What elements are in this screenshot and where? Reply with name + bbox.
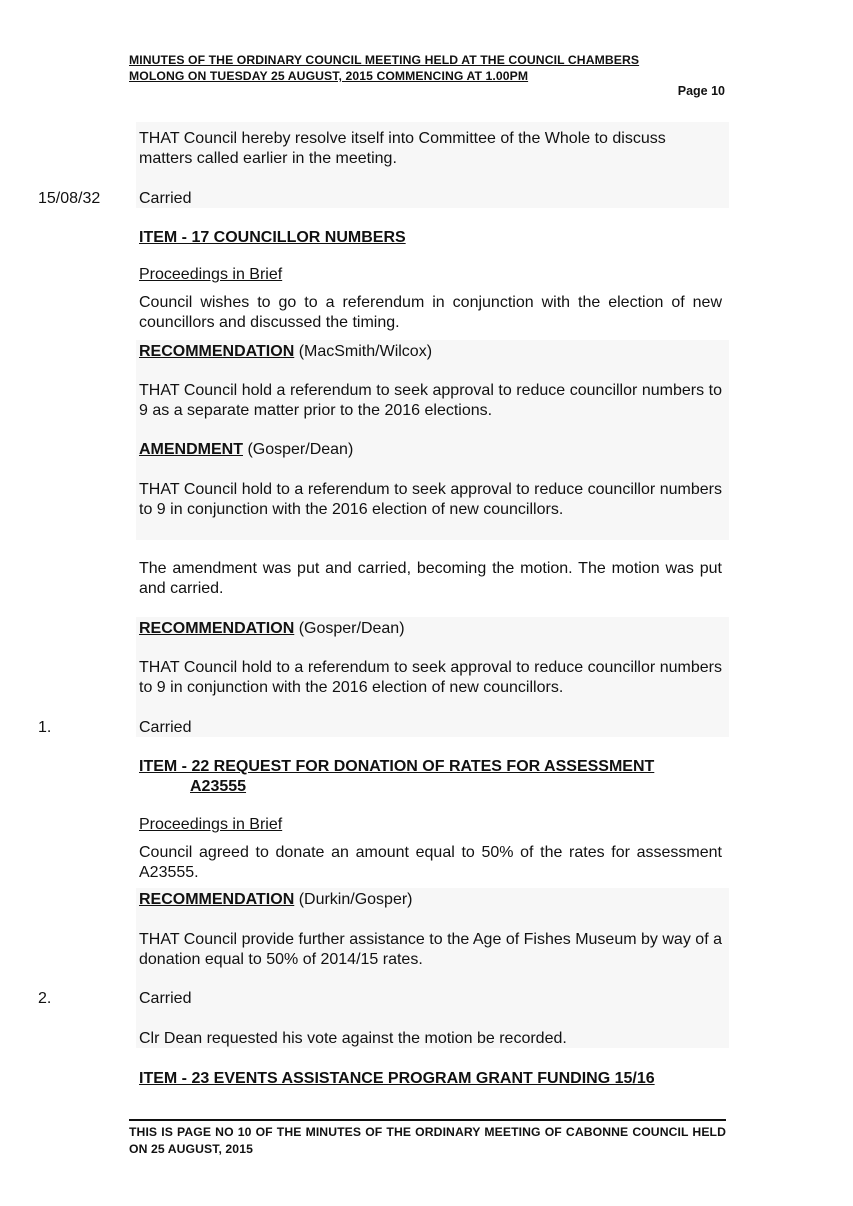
item22-proceedings-text: Council agreed to donate an amount equal to 50% of the rates for assessment A23555. [139, 844, 722, 881]
item17-recommendation [139, 342, 722, 362]
item17-carried-label: Carried [139, 719, 192, 736]
recommendation-movers: (Gosper/Dean) [294, 620, 405, 637]
footer-text: THIS IS PAGE NO 10 OF THE MINUTES OF THE ORDINARY MEETING OF CABONNE COUNCIL HELD ON 25 AUGUST, 2015 [129, 1125, 726, 1156]
header-title-line-1: MINUTES OF THE ORDINARY COUNCIL MEETING HELD AT THE COUNCIL CHAMBERS [129, 53, 640, 67]
committee-resolution-text: THAT Council hereby resolve itself into Committee of the Whole to discuss matters called earlier in the meeting. [139, 130, 666, 167]
footer-divider [129, 1119, 726, 1121]
resolution-number: 15/08/32 [38, 190, 101, 207]
recommendation-label: RECOMMENDATION [139, 343, 295, 360]
carried-label: Carried [139, 190, 192, 207]
item17-recommendation-text: THAT Council hold a referendum to seek approval to reduce councillor numbers to 9 as a separate matter prior to the 2016 elections. [139, 382, 722, 419]
item17-recommendation-2-text: THAT Council hold to a referendum to seek approval to reduce councillor numbers to 9 in conjunction with the 2016 election of new councillors. [139, 659, 722, 696]
item22-proceedings-label: Proceedings in Brief [139, 816, 283, 833]
header-title-line-2: MOLONG ON TUESDAY 25 AUGUST, 2015 COMMENCING AT 1.00PM [129, 69, 529, 83]
item22-recommendation-text: THAT Council provide further assistance to the Age of Fishes Museum by way of a donation equal to 50% of 2014/15 rates. [139, 931, 722, 968]
item17-amendment [139, 440, 722, 460]
item17-recommendation-2 [139, 619, 722, 639]
recommendation-label: RECOMMENDATION [139, 620, 295, 637]
item17-note: The amendment was put and carried, becoming the motion. The motion was put and carried. [139, 560, 722, 597]
item17-proceedings-text: Council wishes to go to a referendum in conjunction with the election of new councillors and discussed the timing. [139, 294, 722, 331]
item22-heading-line-2: A23555 [190, 778, 247, 795]
amendment-movers: (Gosper/Dean) [243, 441, 354, 458]
item17-resolution-number: 1. [38, 719, 52, 736]
item22-heading-line-1: ITEM - 22 REQUEST FOR DONATION OF RATES FOR ASSESSMENT [139, 758, 655, 775]
item22-note: Clr Dean requested his vote against the motion be recorded. [139, 1030, 567, 1047]
recommendation-movers: (MacSmith/Wilcox) [294, 343, 433, 360]
page-number: Page 10 [677, 84, 725, 98]
recommendation-label: RECOMMENDATION [139, 891, 295, 908]
item17-amendment-text: THAT Council hold to a referendum to seek approval to reduce councillor numbers to 9 in conjunction with the 2016 election of new councillors. [139, 481, 722, 518]
item17-heading: ITEM - 17 COUNCILLOR NUMBERS [139, 229, 406, 246]
item22-recommendation [139, 890, 722, 910]
recommendation-movers: (Durkin/Gosper) [294, 891, 413, 908]
item22-resolution-number: 2. [38, 990, 52, 1007]
item22-carried-label: Carried [139, 990, 192, 1007]
amendment-label: AMENDMENT [139, 441, 243, 458]
item17-proceedings-label: Proceedings in Brief [139, 266, 283, 283]
item23-heading: ITEM - 23 EVENTS ASSISTANCE PROGRAM GRANT FUNDING 15/16 [139, 1070, 655, 1087]
